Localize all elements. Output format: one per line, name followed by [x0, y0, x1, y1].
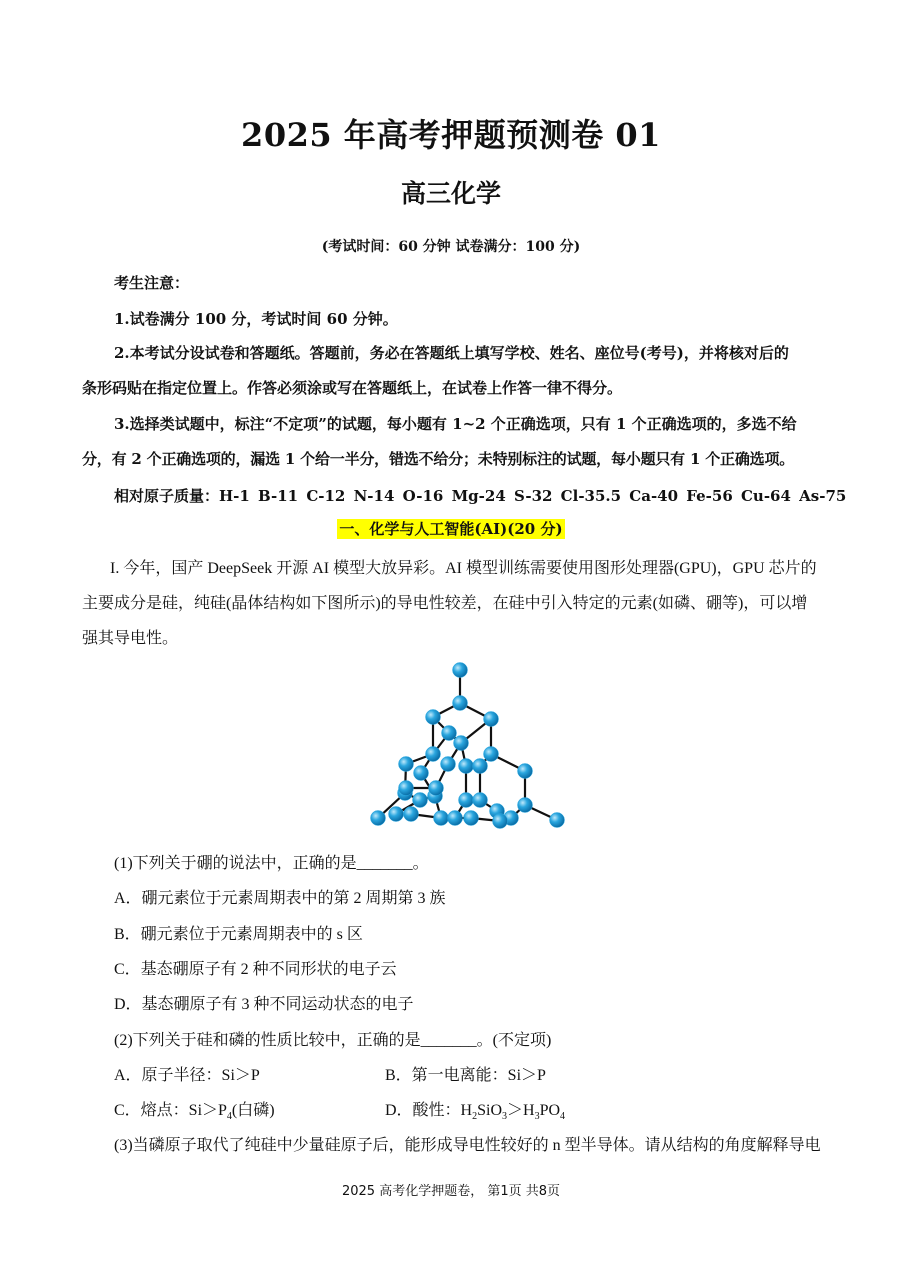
- atomic-masses: 相对原子质量：H-1 B-11 C-12 N-14 O-16 Mg-24 S-32 Cl-35.5 Ca-40 Fe-56 Cu-64 As-75: [114, 487, 847, 505]
- section-heading-text: 一、化学与人工智能(AI)(20 分): [339, 520, 563, 538]
- silicon-atom: [473, 793, 488, 808]
- q1-option-d: D．基态硼原子有 3 种不同运动状态的电子: [114, 996, 414, 1013]
- silicon-atom: [518, 798, 533, 813]
- silicon-crystal-structure-figure: [360, 655, 580, 835]
- silicon-atom: [442, 726, 457, 741]
- section-intro: I. 今年，国产 DeepSeek 开源 AI 模型大放异彩。AI 模型训练需要使用图形处理器(GPU)，GPU 芯片的主要成分是硅，纯硅(晶体结构如下图所示)的导电性较差，在硅中引入特定的元素(如磷、硼等)，可以增强其导电性。: [82, 560, 817, 647]
- silicon-atom: [493, 814, 508, 829]
- silicon-atom: [459, 793, 474, 808]
- q2-option-d: D．酸性：$H_2SiO_3>H_3PO_4$: [385, 1102, 566, 1123]
- silicon-atom: [550, 813, 565, 828]
- q2-option-a: A．原子半径：Si＞P: [114, 1067, 260, 1084]
- notice-item-3-line-2: 分，有 2 个正确选项的，漏选 1 个给一半分，错选不给分；未特别标注的试题，每小题只有 1 个正确选项。: [82, 450, 795, 468]
- silicon-atom: [459, 759, 474, 774]
- q3-stem: (3)当磷原子取代了纯硅中少量硅原子后，能形成导电性较好的 n 型半导体。请从结构的角度解释导电: [114, 1137, 821, 1154]
- silicon-atom: [371, 811, 386, 826]
- q2-option-c: C．熔点：$Si>P_4$(白磷): [114, 1102, 275, 1123]
- silicon-atom: [389, 807, 404, 822]
- silicon-atom: [413, 793, 428, 808]
- q1-option-a: A．硼元素位于元素周期表中的第 2 周期第 3 族: [114, 890, 446, 907]
- notice-item-2-line-1: 2.本考试分设试卷和答题纸。答题前，务必在答题纸上填写学校、姓名、座位号(考号)，并将核对后的: [114, 344, 789, 362]
- silicon-atom: [399, 781, 414, 796]
- notice-heading: 考生注意：: [114, 274, 190, 292]
- silicon-atom: [441, 757, 456, 772]
- silicon-atom: [426, 747, 441, 762]
- notice-item-2-line-2: 条形码贴在指定位置上。作答必须涂或写在答题纸上，在试卷上作答一律不得分。: [82, 379, 623, 397]
- silicon-atom: [518, 764, 533, 779]
- silicon-atom: [473, 759, 488, 774]
- q1-option-b: B．硼元素位于元素周期表中的 s 区: [114, 926, 363, 943]
- silicon-atom: [448, 811, 463, 826]
- silicon-atom: [414, 766, 429, 781]
- q2-stem: (2)下列关于硅和磷的性质比较中，正确的是_______。(不定项): [114, 1032, 552, 1049]
- silicon-atom: [454, 736, 469, 751]
- silicon-atom: [464, 811, 479, 826]
- silicon-atom: [484, 712, 499, 727]
- page-title: 2025 年高考押题预测卷 01: [241, 116, 661, 154]
- silicon-atom: [453, 696, 468, 711]
- notice-item-3-line-1: 3.选择类试题中，标注“不定项”的试题，每小题有 1~2 个正确选项，只有 1 个正确选项的，多选不给: [114, 415, 797, 433]
- q1-option-c: C．基态硼原子有 2 种不同形状的电子云: [114, 961, 397, 978]
- q1-stem: (1)下列关于硼的说法中，正确的是_______。: [114, 855, 429, 872]
- page-subtitle: 高三化学: [400, 179, 501, 208]
- silicon-atom: [434, 811, 449, 826]
- q2-option-b: B．第一电离能：Si＞P: [385, 1067, 546, 1084]
- notice-item-1: 1.试卷满分 100 分，考试时间 60 分钟。: [114, 310, 398, 328]
- silicon-atom: [426, 710, 441, 725]
- silicon-atom: [453, 663, 468, 678]
- silicon-atom: [399, 757, 414, 772]
- crystal-atoms: [371, 663, 565, 829]
- page-footer: 2025 高考化学押题卷， 第1页 共8页: [341, 1184, 561, 1199]
- section-heading: [0, 518, 902, 539]
- silicon-atom: [484, 747, 499, 762]
- silicon-atom: [429, 781, 444, 796]
- silicon-atom: [404, 807, 419, 822]
- exam-meta: (考试时间：60 分钟 试卷满分：100 分): [321, 239, 581, 255]
